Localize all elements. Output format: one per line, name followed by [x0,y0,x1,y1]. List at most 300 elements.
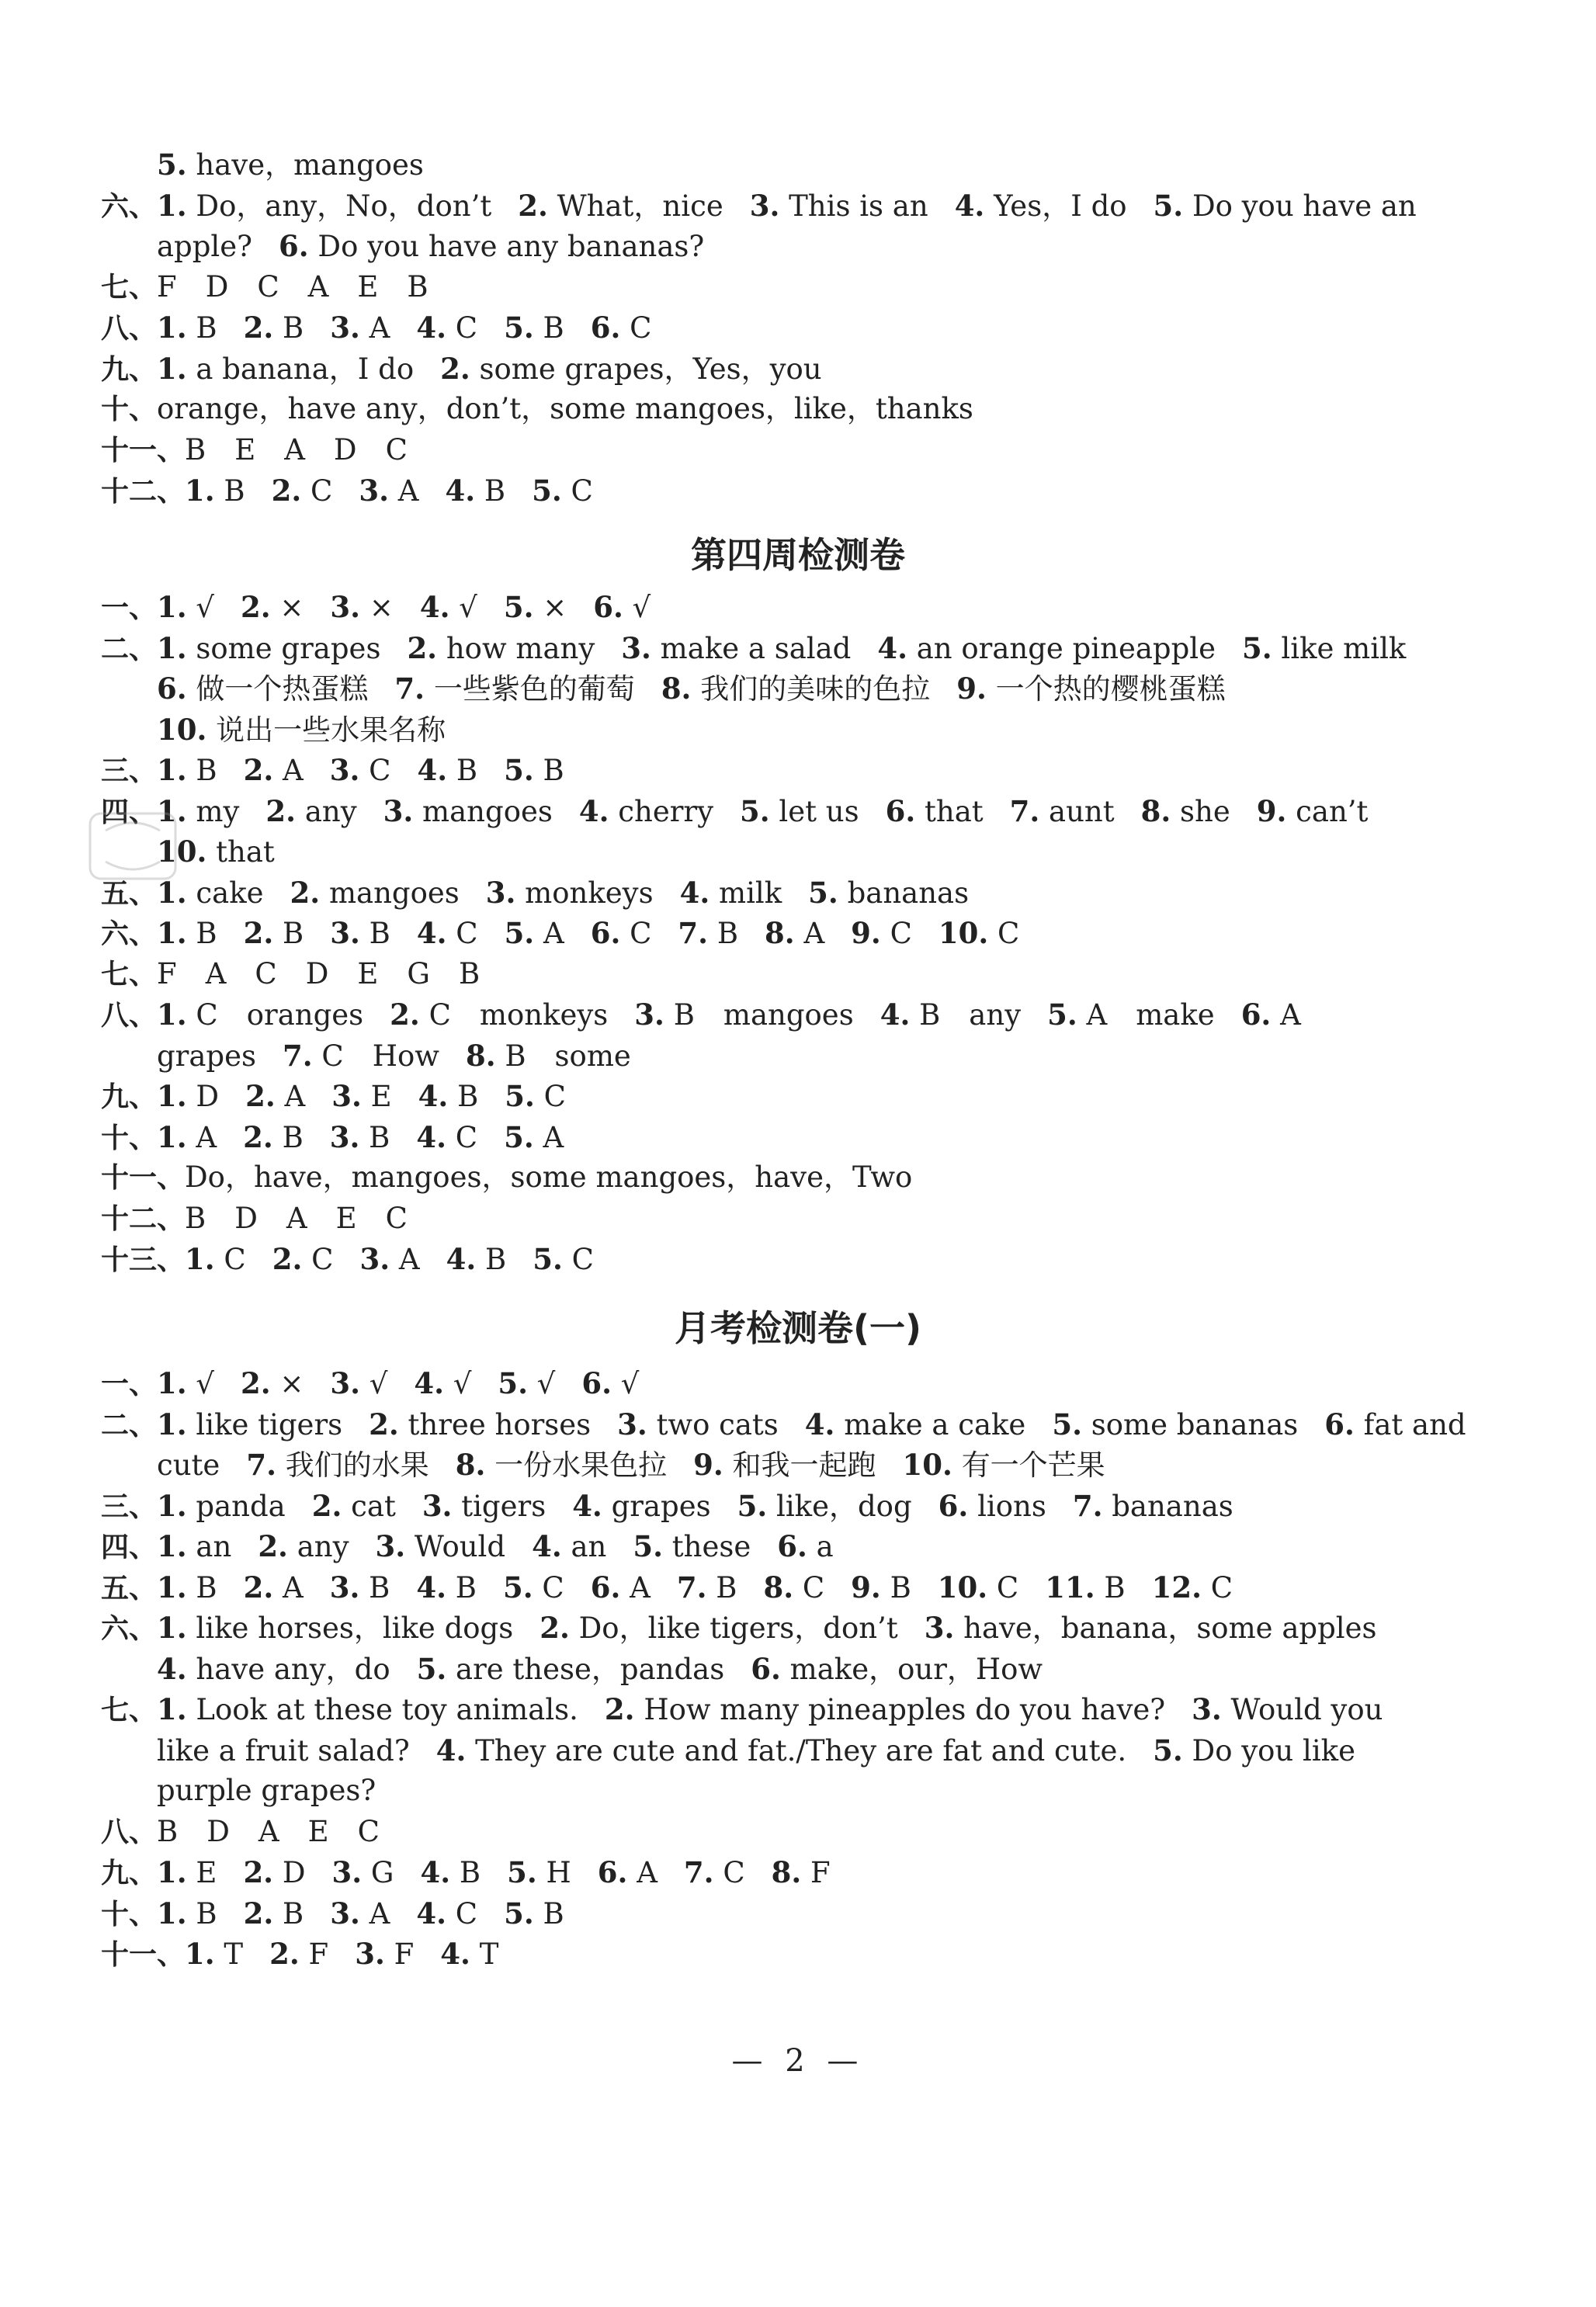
answer-block-week4 [101,587,1521,1280]
section-marker: 十三、 [101,1244,186,1276]
answer-item [456,1445,667,1486]
question-number: 7. [394,671,425,706]
answer-text: Do，have，mangoes，some mangoes，have，Two [185,1160,913,1194]
question-number: 5. [505,1079,535,1113]
answer-item [886,791,984,832]
answer-item [518,186,723,227]
question-number: 4. [578,793,609,828]
answer-text: A [196,1120,217,1154]
answer-item [684,1852,745,1893]
question-number: 10. [157,712,207,747]
question-number: 6. [157,671,187,706]
watermark-stamp-icon [75,800,191,893]
question-number: 1. [157,310,187,345]
question-number: 1. [157,630,187,665]
answer-text: some bananas [1091,1407,1299,1441]
answer-text: B [283,311,304,345]
answer-text: 一份水果色拉 [494,1448,668,1482]
question-number: 1. [157,1366,187,1400]
answer-item [185,1239,246,1280]
question-number: 5. [740,793,770,828]
answer-text: F [308,1938,329,1971]
answer-text: Do you have any bananas? [317,230,705,263]
answer-text: mangoes [328,876,460,910]
section-marker: 九、 [101,1081,158,1113]
answer-text: A make [1086,998,1215,1032]
answer-line [101,1526,1521,1567]
answer-item [369,1404,591,1445]
question-number: 1. [157,916,187,950]
section-marker: 五、 [101,1572,158,1604]
question-number: 4. [416,1570,447,1604]
answer-item [445,470,505,512]
answer-item [1052,1404,1298,1445]
answer-line [101,872,1521,914]
heading-monthly: 月考检测卷(一) [674,1307,922,1349]
answer-item [772,1852,831,1893]
answer-item [244,1893,304,1934]
answer-item [1154,186,1417,227]
question-number: 5. [416,1651,447,1686]
answer-item [504,307,564,349]
question-number: 4. [532,1529,562,1563]
answer-text: √ [369,1367,388,1400]
question-number: 3. [359,474,389,508]
answer-item [504,1117,564,1158]
question-number: 2. [241,1366,271,1400]
question-number: 6. [590,1570,621,1604]
answer-text: G [370,1856,394,1889]
question-number: 6. [590,916,621,950]
question-number: 8. [771,1855,802,1889]
answer-block-monthly [101,1363,1521,1975]
answer-text: aunt [1049,794,1115,828]
answer-item [383,791,553,832]
answer-item [157,1771,376,1812]
answer-item [241,1363,304,1404]
section-marker: 七、 [101,1695,158,1726]
answer-text: A [637,1856,657,1889]
answer-item [330,1567,390,1608]
answer-text: C [369,754,391,787]
question-number: 1. [185,1937,215,1971]
question-number: 4. [445,474,476,508]
question-number: 3. [330,1366,361,1400]
answer-text: like horses，like dogs [196,1611,514,1645]
question-number: 4. [446,1242,477,1276]
question-number: 5. [157,147,187,182]
section-marker: 十一、 [101,1162,186,1194]
question-number: 3. [329,1119,360,1154]
answer-item [1073,1486,1233,1527]
answer-item [157,349,414,390]
question-number: 2. [269,1937,300,1971]
answer-line [101,1852,1521,1893]
answer-text: B [716,917,739,950]
section-marker: 一、 [101,1369,158,1400]
answer-text: B [543,754,564,787]
question-number: 8. [661,671,692,706]
answer-item [851,1567,911,1608]
answer-line [101,307,1521,349]
answer-item [417,750,477,791]
answer-text: C [723,1856,745,1889]
question-number: 1. [157,1570,187,1604]
section-marker: 四、 [101,1532,158,1563]
answer-line [101,1036,1521,1077]
answer-item [290,872,460,914]
answer-item [376,1526,506,1567]
question-number: 5. [504,753,534,787]
answer-text: A [283,1570,304,1604]
answer-text: Yes，I do [994,189,1127,223]
answer-line [101,709,1521,751]
question-number: 5. [507,1855,537,1889]
answer-text: × [279,1367,304,1400]
question-number: 4. [419,590,450,624]
answer-text: B [459,1856,481,1889]
question-number: 3. [621,630,651,665]
answer-item [939,1486,1046,1527]
question-number: 2. [243,1119,273,1154]
section-marker: 十二、 [101,476,186,508]
answer-text: 一些紫色的葡萄 [433,672,635,706]
question-number: 3. [359,1242,390,1276]
answer-text: Look at these toy animals. [196,1693,578,1726]
answer-text: she [1180,794,1230,828]
answer-item [1241,994,1301,1036]
answer-text: Would you [1230,1693,1383,1726]
answer-text: H [546,1856,571,1889]
answer-text: A [543,917,564,950]
question-number: 3. [617,1407,647,1441]
answer-item [157,1445,220,1486]
answer-item [955,186,1127,227]
answer-item [157,186,491,227]
question-number: 2. [540,1611,570,1645]
answer-item [903,1445,1105,1486]
answer-item [157,994,363,1036]
answer-item [312,1486,396,1527]
answer-text: make，our，How [789,1652,1043,1686]
answer-text: that [216,835,275,869]
answer-text: B [543,311,564,345]
question-number: 3. [329,753,360,787]
answer-item [330,1893,390,1934]
answer-item [504,1893,564,1934]
question-number: 2. [369,1407,399,1441]
answer-line [101,913,1521,954]
answer-item [925,1608,1377,1649]
answer-line [101,831,1521,872]
answer-text: C [456,917,478,950]
section-marker: 六、 [101,190,158,223]
answer-item [808,872,969,914]
answer-item [332,1852,394,1893]
question-number: 7. [1072,1488,1103,1523]
answer-text: C [996,1570,1019,1604]
answer-item [633,1526,751,1567]
answer-text: like a fruit salad? [157,1733,410,1768]
answer-text: This is an [789,189,928,223]
answer-item [331,1076,391,1117]
question-number: 8. [765,916,795,950]
answer-item [498,1363,555,1404]
question-number: 10. [157,834,207,869]
answer-item [440,1934,498,1975]
answer-item [157,227,252,267]
question-number: 7. [683,1855,714,1889]
answer-item [157,750,217,791]
section-marker: 六、 [101,918,158,950]
question-number: 6. [751,1651,781,1686]
answer-item [394,668,634,709]
answer-text: C [543,1080,566,1113]
section-marker: 七、 [101,958,158,990]
answer-item [272,470,333,512]
question-number: 2. [243,1855,274,1889]
answer-item [185,470,245,512]
answer-text: √ [620,1367,640,1400]
answer-item [503,1567,564,1608]
answer-text: any [297,1530,349,1563]
question-number: 7. [1009,793,1040,828]
answer-item [157,1036,256,1077]
question-number: 2. [245,1079,276,1113]
section-marker: 二、 [101,633,158,665]
question-number: 2. [311,1488,342,1523]
answer-text: E [196,1856,217,1889]
question-number: 2. [518,188,548,223]
question-number: 10. [902,1448,952,1482]
answer-item [157,1486,286,1527]
answer-text: purple grapes? [157,1774,376,1807]
answer-text: C [455,1120,478,1154]
section-marker: 十一、 [101,1939,186,1971]
answer-item [420,587,477,628]
question-number: 3. [422,1488,453,1523]
answer-item [751,1649,1043,1690]
question-number: 5. [502,1570,533,1604]
answer-text: have any，do [196,1652,390,1686]
answer-text: B [485,1243,507,1276]
question-number: 4. [954,188,985,223]
answer-text: have，banana，some apples [963,1611,1377,1645]
answer-text: C [890,917,912,950]
answer-text: B D A E C [185,1201,408,1235]
answer-text: some grapes，Yes，you [479,352,822,386]
answer-item [407,628,595,669]
question-number: 4. [572,1488,602,1523]
answer-text: a banana，I do [196,352,415,386]
question-number: 4. [679,875,710,910]
question-number: 3. [329,1570,360,1604]
answer-item [416,1567,477,1608]
answer-text: √ [632,591,651,624]
answer-item [740,791,859,832]
question-number: 1. [157,753,187,787]
answer-item [157,1893,217,1934]
answer-text: × [543,591,567,624]
answer-item [420,1852,481,1893]
answer-item [157,1608,513,1649]
answer-item [579,791,713,832]
answer-item [359,1239,419,1280]
question-number: 4. [440,1937,470,1971]
section-marker: 十一、 [101,434,186,467]
answer-line [101,1239,1521,1280]
answer-text: my [196,794,240,828]
question-number: 6. [1240,997,1272,1032]
section-marker: 三、 [101,755,158,787]
question-number: 2. [265,793,297,828]
answer-line [101,954,1521,995]
answer-text: B [283,917,304,950]
answer-item [1324,1404,1466,1445]
question-number: 4. [417,753,448,787]
answer-block-previous-test [101,144,1521,512]
answer-text: B mangoes [673,998,854,1032]
answer-text: 说出一些水果名称 [216,713,446,747]
answer-item [185,1199,408,1240]
answer-text: cat [351,1489,396,1523]
answer-text: B [457,1080,479,1113]
answer-text: Do you have an [1192,189,1417,223]
answer-text: F [394,1938,415,1971]
answer-item [805,1404,1026,1445]
answer-text: B [196,311,217,345]
question-number: 5. [503,590,534,624]
section-marker: 五、 [101,877,158,910]
question-number: 1. [157,1079,187,1113]
answer-item [466,1036,631,1077]
question-number: 1. [157,793,187,828]
answer-text: 一个热的樱桃蛋糕 [995,672,1226,706]
answer-line [101,668,1521,709]
answer-text: can’t [1296,794,1369,828]
page-number: — 2 — [731,2043,865,2079]
section-marker: 十、 [101,1122,158,1154]
answer-item [157,1812,380,1853]
question-number: 2. [241,590,271,624]
answer-text: B [196,917,217,950]
answer-item [246,1445,428,1486]
section-marker: 三、 [101,1490,158,1523]
answer-item [417,1649,725,1690]
answer-text: B any [919,998,1022,1032]
answer-item [1242,628,1406,669]
answer-item [678,913,738,954]
section-marker: 八、 [101,1816,158,1848]
question-number: 3. [1192,1692,1222,1726]
answer-item [532,1526,606,1567]
answer-item [243,1852,305,1893]
answer-text: A [803,917,825,950]
answer-text: C [998,917,1020,950]
answer-line [101,1689,1521,1730]
answer-line [101,349,1521,390]
question-number: 1. [157,1855,187,1889]
answer-text: have，mangoes [196,148,424,182]
answer-item [245,1076,305,1117]
answer-item [416,307,477,349]
answer-text: panda [196,1489,286,1523]
answer-text: D [282,1856,306,1889]
answer-text: D [196,1080,220,1113]
question-number: 5. [808,875,838,910]
answer-line [101,430,1521,471]
question-number: 1. [157,1896,187,1931]
answer-item [446,1239,507,1280]
answer-text: C [802,1570,825,1604]
answer-text: cute [157,1448,220,1482]
answer-item [693,1445,876,1486]
section-marker: 十、 [101,1898,158,1931]
question-number: 4. [157,1651,187,1686]
question-number: 2. [243,1570,274,1604]
answer-line [101,1608,1521,1649]
answer-item [185,1934,243,1975]
answer-text: 做一个热蛋糕 [196,672,369,706]
question-number: 4. [804,1407,835,1441]
question-number: 3. [749,188,780,223]
answer-text: A [543,1120,564,1154]
answer-line [101,750,1521,791]
answer-item [533,1239,594,1280]
question-number: 6. [1324,1407,1355,1441]
question-number: 4. [418,1079,449,1113]
question-number: 5. [1153,188,1184,223]
answer-text: F A C D E G B [157,956,481,990]
answer-line [101,628,1521,669]
answer-line [101,1486,1521,1527]
answer-item [355,1934,414,1975]
answer-item [157,628,380,669]
answer-item [422,1486,546,1527]
question-number: 1. [157,875,187,910]
answer-item [763,1567,824,1608]
answer-item [591,307,652,349]
answer-item [418,1076,479,1117]
answer-text: C [630,311,652,345]
question-number: 3. [383,793,414,828]
answer-item [777,1526,833,1567]
answer-text: √ [453,1367,472,1400]
answer-item [765,913,824,954]
question-number: 5. [1242,630,1272,665]
question-number: 7. [676,1570,707,1604]
answer-item [244,1567,304,1608]
answer-text: how many [446,631,595,665]
answer-item [1192,1689,1383,1730]
answer-item [939,913,1019,954]
answer-item [244,750,304,791]
answer-text: an orange pineapple [916,631,1216,665]
answer-text: C [542,1570,564,1604]
answer-text: C [224,1243,246,1276]
answer-text: orange，have any，don’t，some mangoes，like，thanks [157,392,973,425]
answer-item [265,791,356,832]
question-number: 5. [504,310,534,345]
question-number: 8. [763,1570,794,1604]
answer-text: Do，any，No，don’t [196,189,492,223]
question-number: 3. [331,1079,362,1113]
section-marker: 七、 [101,271,158,304]
answer-item [330,307,390,349]
answer-item [938,1567,1018,1608]
answer-text: B [369,917,390,950]
answer-item [157,1363,214,1404]
